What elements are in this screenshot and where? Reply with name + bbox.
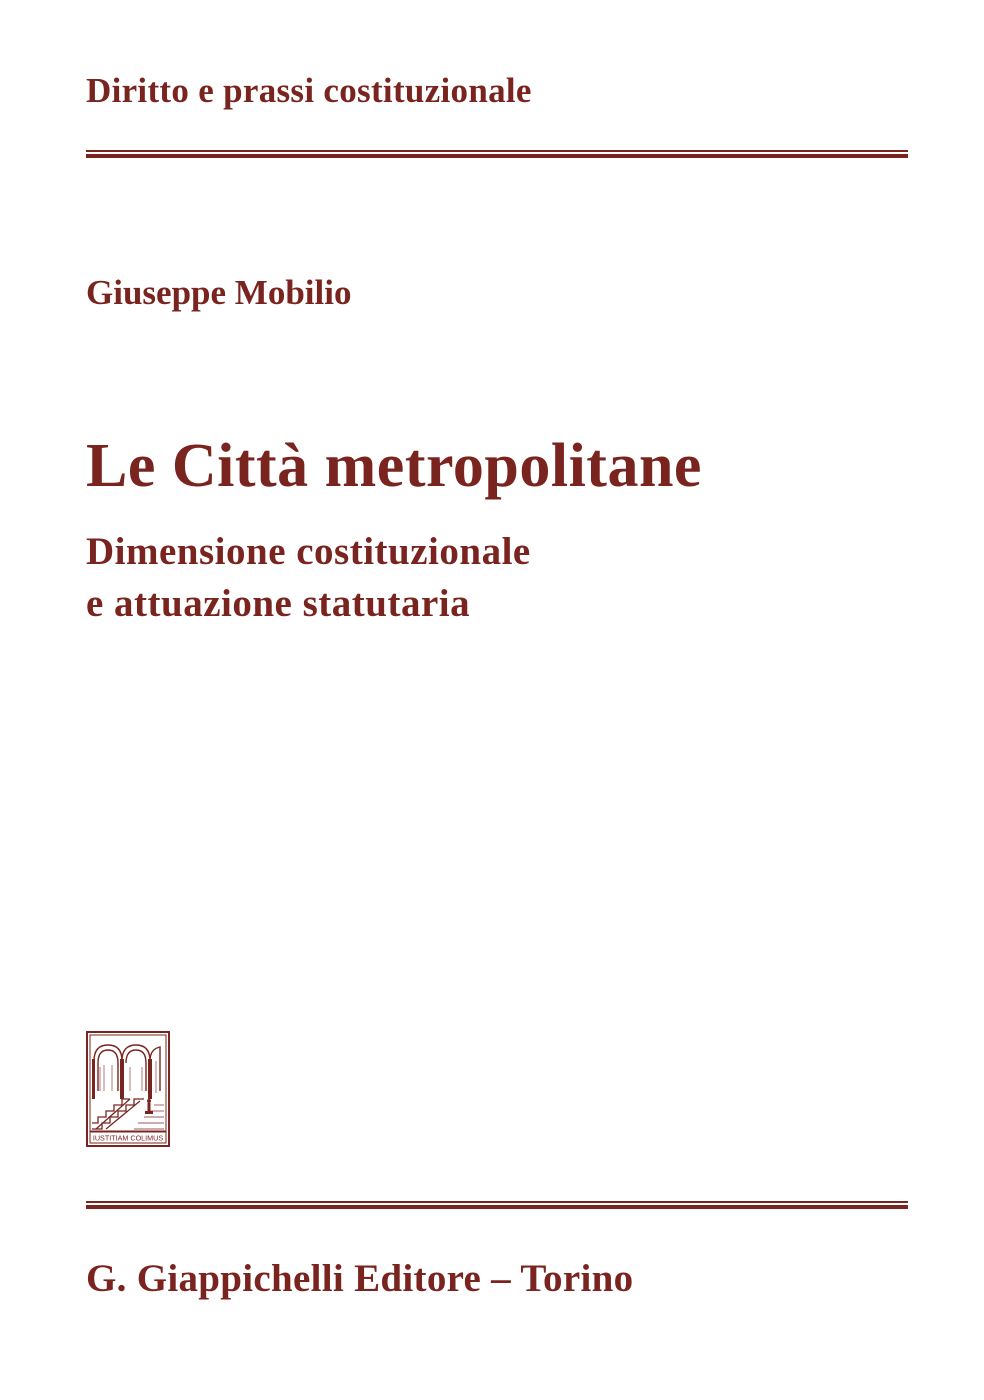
subtitle-line-1: Dimensione costituzionale (86, 530, 531, 573)
top-double-rule (86, 150, 908, 159)
publisher-emblem-icon (86, 1031, 170, 1147)
book-subtitle (86, 526, 531, 630)
bottom-double-rule (86, 1201, 908, 1210)
book-title: Le Città metropolitane (86, 432, 702, 500)
publisher-name: G. Giappichelli Editore – Torino (86, 1257, 634, 1300)
emblem-motto: IUSTITIAM COLIMUS (92, 1133, 164, 1143)
subtitle-line-2: e attuazione statutaria (86, 582, 471, 625)
series-title: Diritto e prassi costituzionale (86, 71, 532, 110)
author-name: Giuseppe Mobilio (86, 273, 352, 312)
